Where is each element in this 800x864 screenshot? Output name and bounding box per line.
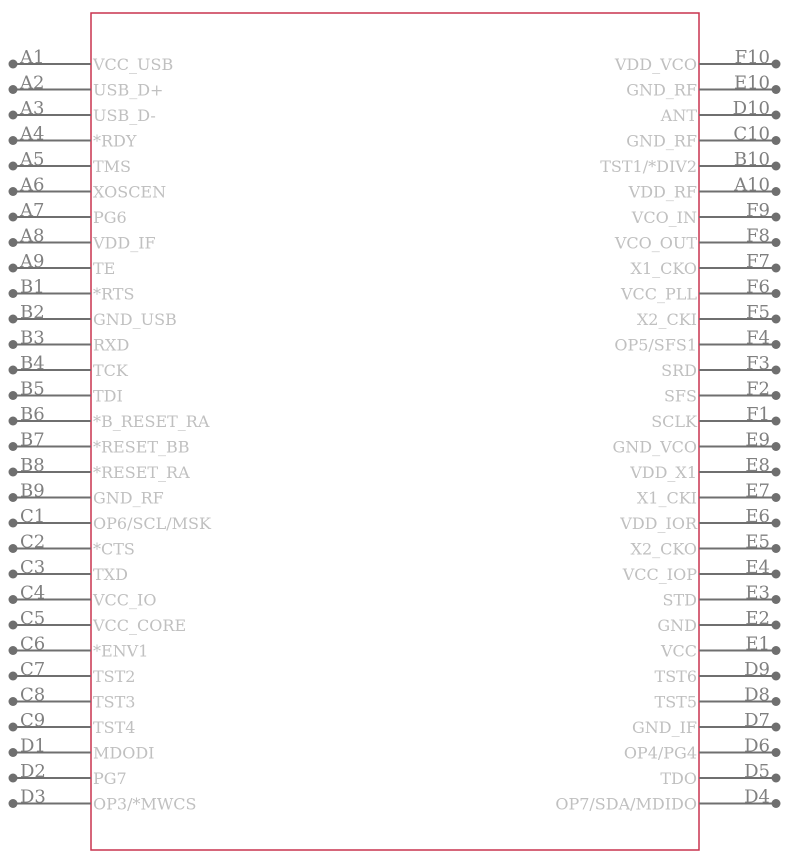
pin-number: C1 xyxy=(20,506,46,527)
left-pin xyxy=(9,608,187,635)
pin-endpoint[interactable] xyxy=(772,289,781,298)
left-pin xyxy=(9,659,136,686)
right-pin xyxy=(631,532,781,559)
pin-number: F5 xyxy=(746,302,770,323)
pin-number: B10 xyxy=(733,149,770,170)
pin-number: E1 xyxy=(745,633,770,655)
pin-name: VDD_VCO xyxy=(614,55,697,74)
pin-endpoint[interactable] xyxy=(9,519,18,528)
pin-name: VCO_IN xyxy=(631,208,697,227)
pin-endpoint[interactable] xyxy=(9,493,18,502)
pin-name: SRD xyxy=(661,361,697,380)
pin-endpoint[interactable] xyxy=(772,315,781,324)
left-pin xyxy=(9,302,177,329)
left-pin xyxy=(9,583,157,610)
left-pin xyxy=(9,506,213,533)
pin-name: VCC_CORE xyxy=(93,616,187,635)
pin-number: C5 xyxy=(20,608,46,629)
right-pin xyxy=(626,73,780,100)
right-pin xyxy=(612,430,780,457)
pin-name: TE xyxy=(93,259,116,278)
pin-endpoint[interactable] xyxy=(9,162,18,171)
pin-endpoint[interactable] xyxy=(9,264,18,273)
pin-name: *B_RESET_RA xyxy=(93,412,210,431)
pin-name: TST5 xyxy=(654,692,697,712)
pin-name: TCK xyxy=(93,361,128,380)
pin-number: C6 xyxy=(20,633,46,655)
pin-name: *RESET_BB xyxy=(93,437,190,457)
pin-number: B1 xyxy=(20,276,45,298)
pin-name: OP7/SDA/MDIDO xyxy=(555,794,697,814)
pin-endpoint[interactable] xyxy=(9,748,18,757)
pin-name: USB_D- xyxy=(93,106,156,125)
pin-number: B9 xyxy=(20,480,45,502)
pin-endpoint[interactable] xyxy=(9,697,18,706)
pin-number: F7 xyxy=(746,251,770,272)
pin-name: OP4/PG4 xyxy=(623,743,697,763)
left-pin xyxy=(9,73,164,100)
pin-endpoint[interactable] xyxy=(772,493,781,502)
pin-name: X1_CKO xyxy=(630,259,697,278)
pin-number: E8 xyxy=(745,455,770,476)
pin-endpoint[interactable] xyxy=(772,646,781,655)
pin-number: D3 xyxy=(20,786,46,808)
pin-name: ANT xyxy=(660,106,697,125)
pin-endpoint[interactable] xyxy=(772,774,781,783)
pin-endpoint[interactable] xyxy=(772,238,781,247)
right-pin xyxy=(655,685,781,712)
left-pin xyxy=(9,430,190,457)
pin-name: *RDY xyxy=(93,131,137,151)
pin-number: E5 xyxy=(745,531,770,553)
right-pin xyxy=(632,710,781,737)
pin-number: D5 xyxy=(744,761,770,782)
right-pin xyxy=(637,481,781,508)
pin-endpoint[interactable] xyxy=(772,391,781,400)
pin-endpoint[interactable] xyxy=(772,340,781,349)
pin-name: USB_D+ xyxy=(93,80,164,100)
left-pin xyxy=(9,277,135,304)
pin-number: C9 xyxy=(20,710,46,731)
pin-number: A7 xyxy=(20,200,45,221)
pin-number: A1 xyxy=(20,47,45,68)
right-pin xyxy=(631,200,781,227)
pin-name: OP6/SCL/MSK xyxy=(93,514,211,533)
pin-endpoint[interactable] xyxy=(772,60,781,69)
pin-endpoint[interactable] xyxy=(9,595,18,604)
left-pin xyxy=(9,200,127,227)
left-pin xyxy=(9,710,136,737)
pin-name: VDD_RF xyxy=(628,182,697,202)
pin-name: VDD_X1 xyxy=(630,463,697,482)
pin-name: MDODI xyxy=(93,743,155,763)
pin-number: E10 xyxy=(733,72,770,94)
pin-endpoint[interactable] xyxy=(9,213,18,222)
pin-number: E9 xyxy=(745,429,770,451)
pin-name: RXD xyxy=(93,335,130,355)
pin-name: TXD xyxy=(93,565,128,584)
pin-endpoint[interactable] xyxy=(9,340,18,349)
right-pin xyxy=(660,634,781,661)
left-pin xyxy=(9,685,136,712)
pin-number: D8 xyxy=(744,684,770,706)
pin-number: E2 xyxy=(745,608,770,629)
left-pin xyxy=(9,328,130,355)
left-pin xyxy=(9,98,156,125)
pin-number: F6 xyxy=(746,276,770,298)
pin-endpoint[interactable] xyxy=(772,697,781,706)
pin-name: VCC_PLL xyxy=(620,284,697,304)
pin-endpoint[interactable] xyxy=(9,417,18,426)
pin-endpoint[interactable] xyxy=(9,60,18,69)
left-pin xyxy=(9,149,132,176)
pin-number: C8 xyxy=(20,684,46,706)
pin-number: E4 xyxy=(745,557,770,578)
right-pin xyxy=(651,404,780,431)
pin-number: F2 xyxy=(746,378,770,400)
pin-number: E3 xyxy=(745,582,770,604)
right-pin xyxy=(614,328,780,355)
right-pin xyxy=(628,175,781,202)
pin-number: F3 xyxy=(746,353,770,374)
pin-number: D2 xyxy=(20,761,46,782)
right-pin xyxy=(555,787,780,814)
pin-name: X2_CKI xyxy=(636,310,697,329)
right-pin xyxy=(614,226,781,253)
pin-endpoint[interactable] xyxy=(772,799,781,808)
pin-name: *CTS xyxy=(93,539,135,559)
pin-name: OP5/SFS1 xyxy=(614,335,697,355)
right-pin xyxy=(655,659,781,686)
pin-number: C10 xyxy=(733,123,770,145)
pin-endpoint[interactable] xyxy=(772,570,781,579)
pin-number: D6 xyxy=(744,735,770,757)
right-pin xyxy=(637,302,781,329)
pin-endpoint[interactable] xyxy=(9,391,18,400)
right-pin xyxy=(619,506,780,533)
pin-name: GND_VCO xyxy=(612,437,697,457)
pin-name: GND xyxy=(657,616,697,635)
pin-name: XOSCEN xyxy=(93,182,167,202)
pin-endpoint[interactable] xyxy=(9,672,18,681)
pin-endpoint[interactable] xyxy=(772,621,781,630)
left-pin xyxy=(9,226,156,253)
pin-name: OP3/*MWCS xyxy=(93,794,197,814)
pin-number: C4 xyxy=(20,582,46,604)
pin-number: B8 xyxy=(20,455,45,476)
pin-name: GND_RF xyxy=(626,80,697,100)
right-pin xyxy=(657,608,780,635)
right-pin xyxy=(622,557,781,584)
pin-number: C7 xyxy=(20,659,46,680)
pin-number: C2 xyxy=(20,531,46,553)
pin-number: A10 xyxy=(734,174,770,196)
pin-endpoint[interactable] xyxy=(772,595,781,604)
right-pin-group xyxy=(555,47,780,814)
pin-number: F10 xyxy=(734,47,770,68)
pin-endpoint[interactable] xyxy=(9,570,18,579)
pin-endpoint[interactable] xyxy=(772,723,781,732)
pin-number: D9 xyxy=(744,659,770,680)
pin-name: *RESET_RA xyxy=(93,463,190,482)
pin-name: GND_RF xyxy=(626,131,697,151)
pin-endpoint[interactable] xyxy=(9,187,18,196)
pin-endpoint[interactable] xyxy=(772,417,781,426)
component-body xyxy=(91,13,699,850)
pin-endpoint[interactable] xyxy=(9,366,18,375)
pin-endpoint[interactable] xyxy=(9,621,18,630)
pin-endpoint[interactable] xyxy=(9,442,18,451)
pin-name: X1_CKI xyxy=(636,488,697,508)
pin-endpoint[interactable] xyxy=(772,748,781,757)
pin-number: A8 xyxy=(20,225,45,247)
pin-name: VCC xyxy=(660,641,697,661)
pin-endpoint[interactable] xyxy=(772,187,781,196)
pin-name: GND_IF xyxy=(631,718,697,737)
pin-endpoint[interactable] xyxy=(772,672,781,681)
pin-endpoint[interactable] xyxy=(772,162,781,171)
left-pin xyxy=(9,124,137,151)
pin-name: TST1/*DIV2 xyxy=(600,157,697,176)
pin-name: PG6 xyxy=(93,208,127,227)
pin-number: E6 xyxy=(745,506,770,527)
pin-name: TST2 xyxy=(93,667,136,686)
pin-endpoint[interactable] xyxy=(9,289,18,298)
pin-number: D4 xyxy=(744,786,770,808)
left-pin xyxy=(9,251,116,278)
pin-number: A4 xyxy=(20,123,45,145)
right-pin xyxy=(664,379,781,406)
left-pin xyxy=(9,455,191,482)
pin-name: VDD_IF xyxy=(93,233,156,253)
right-pin xyxy=(663,583,781,610)
pin-endpoint[interactable] xyxy=(9,111,18,120)
pin-name: X2_CKO xyxy=(630,539,697,559)
pin-name: SCLK xyxy=(651,412,697,431)
pin-endpoint[interactable] xyxy=(772,366,781,375)
pin-number: A3 xyxy=(20,98,45,119)
pin-endpoint[interactable] xyxy=(772,264,781,273)
left-pin-group xyxy=(9,47,213,814)
left-pin xyxy=(9,634,149,661)
pin-name: SFS xyxy=(663,386,697,406)
pin-number: F4 xyxy=(746,327,770,349)
pin-endpoint[interactable] xyxy=(772,213,781,222)
pin-name: VCC_IO xyxy=(93,590,157,610)
pin-endpoint[interactable] xyxy=(772,442,781,451)
pin-name: VDD_IOR xyxy=(620,514,697,533)
pin-name: PG7 xyxy=(93,769,127,788)
pin-endpoint[interactable] xyxy=(772,468,781,477)
pin-endpoint[interactable] xyxy=(9,544,18,553)
pin-number: B7 xyxy=(20,429,45,451)
pin-endpoint[interactable] xyxy=(772,136,781,145)
pin-endpoint[interactable] xyxy=(9,468,18,477)
pin-endpoint[interactable] xyxy=(9,646,18,655)
pin-number: C3 xyxy=(20,557,46,578)
left-pin xyxy=(9,481,164,508)
right-pin xyxy=(629,455,780,482)
pin-name: *RTS xyxy=(93,284,135,304)
pin-endpoint[interactable] xyxy=(9,238,18,247)
left-pin xyxy=(9,175,167,202)
pin-name: TDI xyxy=(93,386,123,406)
pin-number: B5 xyxy=(20,378,45,400)
right-pin xyxy=(660,761,780,788)
left-pin xyxy=(9,787,197,814)
pin-endpoint[interactable] xyxy=(772,544,781,553)
pin-name: VCO_OUT xyxy=(614,233,697,253)
left-pin xyxy=(9,379,123,406)
pin-name: STD xyxy=(662,590,697,610)
pin-name: *ENV1 xyxy=(93,641,149,661)
left-pin xyxy=(9,761,127,788)
pin-name: VCC_USB xyxy=(93,55,174,74)
right-pin xyxy=(620,277,781,304)
pin-endpoint[interactable] xyxy=(772,85,781,94)
pin-name: VCC_IOP xyxy=(622,565,697,584)
pin-name: TST4 xyxy=(93,718,136,737)
pin-endpoint[interactable] xyxy=(9,723,18,732)
right-pin xyxy=(626,124,780,151)
pin-number: D7 xyxy=(744,710,770,731)
pin-name: TST3 xyxy=(93,692,136,712)
pin-number: A6 xyxy=(20,174,45,196)
pin-endpoint[interactable] xyxy=(9,774,18,783)
left-pin xyxy=(9,557,128,584)
pin-name: GND_USB xyxy=(93,310,177,329)
pin-endpoint[interactable] xyxy=(9,136,18,145)
pin-number: A5 xyxy=(20,149,45,170)
pin-name: TDO xyxy=(660,769,697,788)
pin-number: F1 xyxy=(746,404,770,425)
right-pin xyxy=(600,149,780,176)
pin-endpoint[interactable] xyxy=(9,315,18,324)
right-pin xyxy=(631,251,781,278)
pin-number: D10 xyxy=(732,98,770,119)
pin-endpoint[interactable] xyxy=(772,111,781,120)
left-pin xyxy=(9,532,135,559)
pin-number: B4 xyxy=(20,353,45,374)
pin-number: A2 xyxy=(20,72,45,94)
pin-number: F9 xyxy=(746,200,770,221)
pin-number: A9 xyxy=(20,251,45,272)
pin-endpoint[interactable] xyxy=(772,519,781,528)
pin-number: E7 xyxy=(745,480,770,502)
pin-number: B2 xyxy=(20,302,45,323)
left-pin xyxy=(9,353,129,380)
pin-name: GND_RF xyxy=(93,488,164,508)
pin-endpoint[interactable] xyxy=(9,85,18,94)
right-pin xyxy=(624,736,781,763)
pin-number: F8 xyxy=(746,225,770,247)
left-pin xyxy=(9,404,210,431)
pin-number: B3 xyxy=(20,327,45,349)
pin-name: TST6 xyxy=(654,667,697,686)
pin-number: B6 xyxy=(20,404,45,425)
pin-name: TMS xyxy=(93,157,132,176)
left-pin xyxy=(9,736,155,763)
pin-number: D1 xyxy=(20,735,46,757)
right-pin xyxy=(661,353,780,380)
right-pin xyxy=(614,47,781,74)
pin-endpoint[interactable] xyxy=(9,799,18,808)
right-pin xyxy=(660,98,781,125)
